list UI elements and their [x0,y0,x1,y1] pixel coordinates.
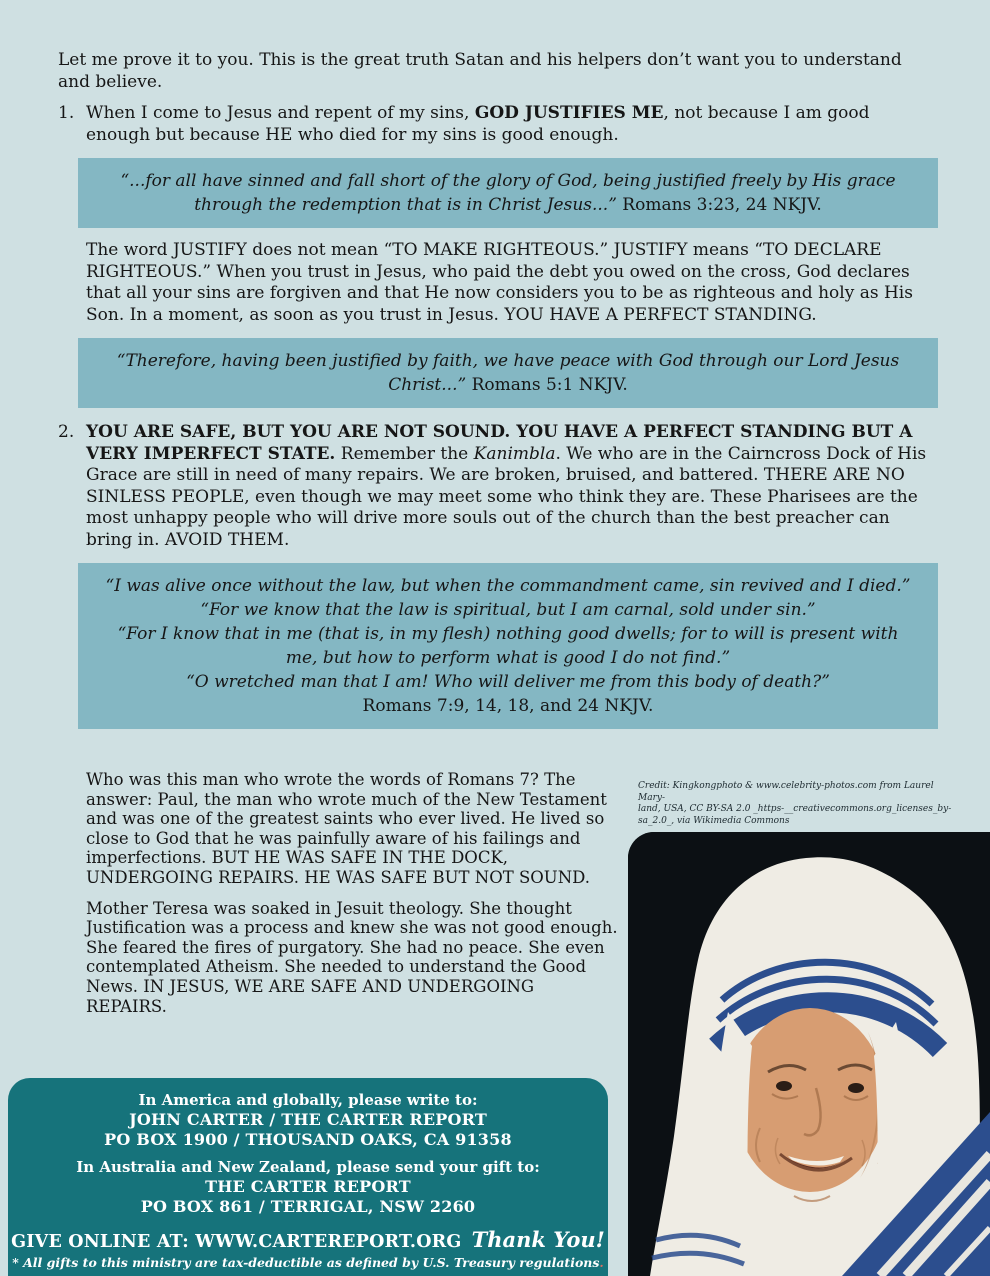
item-1-run-bold: GOD JUSTIFIES ME [474,103,664,123]
tax-note-period: . [599,1255,604,1270]
item-2-run-mid: Remember the [335,443,474,464]
quote-romans-5-text: “Therefore, having been justified by faith, we have peace with God through our Lord Jesus Christ...” [116,351,900,395]
quote-romans-7-line: “O wretched man that I am! Who will deliver me from this body of death?” [186,672,830,692]
give-online-row [8,1227,608,1252]
numbered-item-1 [58,103,938,146]
contact-anz-intro: In Australia and New Zealand, please send your gift to: [76,1158,540,1176]
quote-romans-5-reference: Romans 5:1 NKJV. [466,375,628,395]
photo-credit-line: sa_2.0_, via Wikimedia Commons [638,815,790,826]
quote-romans-3-text: “...for all have sinned and fall short of the glory of God, being justified freely by His grace through the redemption that is in Christ Jesus...” [120,171,896,215]
contact-us-name: JOHN CARTER / THE CARTER REPORT [129,1110,487,1129]
contact-box [8,1078,608,1276]
item-2-run-bold: YOU ARE SAFE, BUT YOU ARE NOT SOUND. YOU HAVE A PERFECT STANDING BUT A VERY IMPERFECT STATE. [86,422,913,464]
tax-note-text: * All gifts to this ministry are tax-deductible as defined by U.S. Treasury regulations [12,1255,600,1270]
quote-romans-7-line: “I was alive once without the law, but when the commandment came, sin revived and I died.” [105,576,911,596]
tax-note [8,1255,608,1270]
intro-paragraph: Let me prove it to you. This is the great truth Satan and his helpers don’t want you to understand and believe. [58,50,902,92]
paragraph-mother-teresa: Mother Teresa was soaked in Jesuit theology. She thought Justification was a process and knew she was not good enough. She feared the fires of purgatory. She had no peace. She even contemplated Atheism. She needed to understand the Good News. IN JESUS, WE ARE SAFE AND UNDERGOING REPAIRS. [86,898,618,1016]
contact-anz-name: THE CARTER REPORT [205,1177,411,1196]
item-2-number: 2. [58,422,75,442]
mother-teresa-illustration [628,832,990,1276]
numbered-item-2 [58,422,938,551]
contact-us-address: PO BOX 1900 / THOUSAND OAKS, CA 91358 [104,1129,512,1149]
left-column [86,770,618,1027]
item-2-run-ship-name: Kanimbla [473,443,556,464]
give-online-text: GIVE ONLINE AT: WWW.CARTEREPORT.ORG [11,1232,462,1252]
item-2-run-post: . We who are in the Cairncross Dock of His Grace are still in need of many repairs. We are broken, bruised, and battered. THERE ARE NO SINLESS PEOPLE, even though we may meet some who think they are. These Pharisees are the most unhappy people who will drive more souls out of the church than the best preacher can bring in. AVOID THEM. [86,443,927,550]
item-2-text [86,422,938,551]
contact-anz-address: PO BOX 861 / TERRIGAL, NSW 2260 [140,1196,476,1216]
thank-you-script: Thank You! [471,1227,605,1252]
photo-credit-line: land, USA, CC BY-SA 2.0 _https-__creativecommons.org_licenses_by- [638,804,952,814]
quote-romans-7-line: “For I know that in me (that is, in my flesh) nothing good dwells; for to will is present with me, but how to perform what is good I do not find.” [117,624,899,668]
contact-us-intro: In America and globally, please write to: [138,1091,478,1109]
paragraph-justify-definition: The word JUSTIFY does not mean “TO MAKE RIGHTEOUS.” JUSTIFY means “TO DECLARE RIGHTEOUS.” When you trust in Jesus, who paid the debt you owed on the cross, God declares that all your sins are forgiven and that He now considers you to be as righteous and holy as His Son. In a moment, as soon as you trust in Jesus. YOU HAVE A PERFECT STANDING. [86,240,913,325]
quote-romans-7-reference: Romans 7:9, 14, 18, and 24 NKJV. [362,696,654,716]
item-1-number: 1. [58,103,75,123]
quote-romans-7-line: “For we know that the law is spiritual, but I am carnal, sold under sin.” [200,600,816,620]
photo-credit-line: Credit: Kingkongphoto & www.celebrity-photos.com from Laurel Mary- [638,781,934,803]
quote-romans-3-reference: Romans 3:23, 24 NKJV. [616,195,822,215]
quote-box-romans-3 [78,158,938,228]
mother-teresa-photo [628,832,990,1276]
item-1-text [86,103,938,146]
quote-box-romans-7 [78,563,938,729]
item-1-run-pre: When I come to Jesus and repent of my sins, [86,103,475,123]
main-text-column [58,50,938,741]
item-1-run-post: , not because I am good enough but because HE who died for my sins is good enough. [86,103,870,145]
photo-credit [638,781,960,827]
quote-box-romans-5 [78,338,938,408]
paragraph-who-was-paul: Who was this man who wrote the words of Romans 7? The answer: Paul, the man who wrote much of the New Testament and was one of the greatest saints who ever lived. He lived so close to God that he was painfully aware of his failings and imperfections. BUT HE WAS SAFE IN THE DOCK, UNDERGOING REPAIRS. HE WAS SAFE BUT NOT SOUND. [86,770,607,887]
